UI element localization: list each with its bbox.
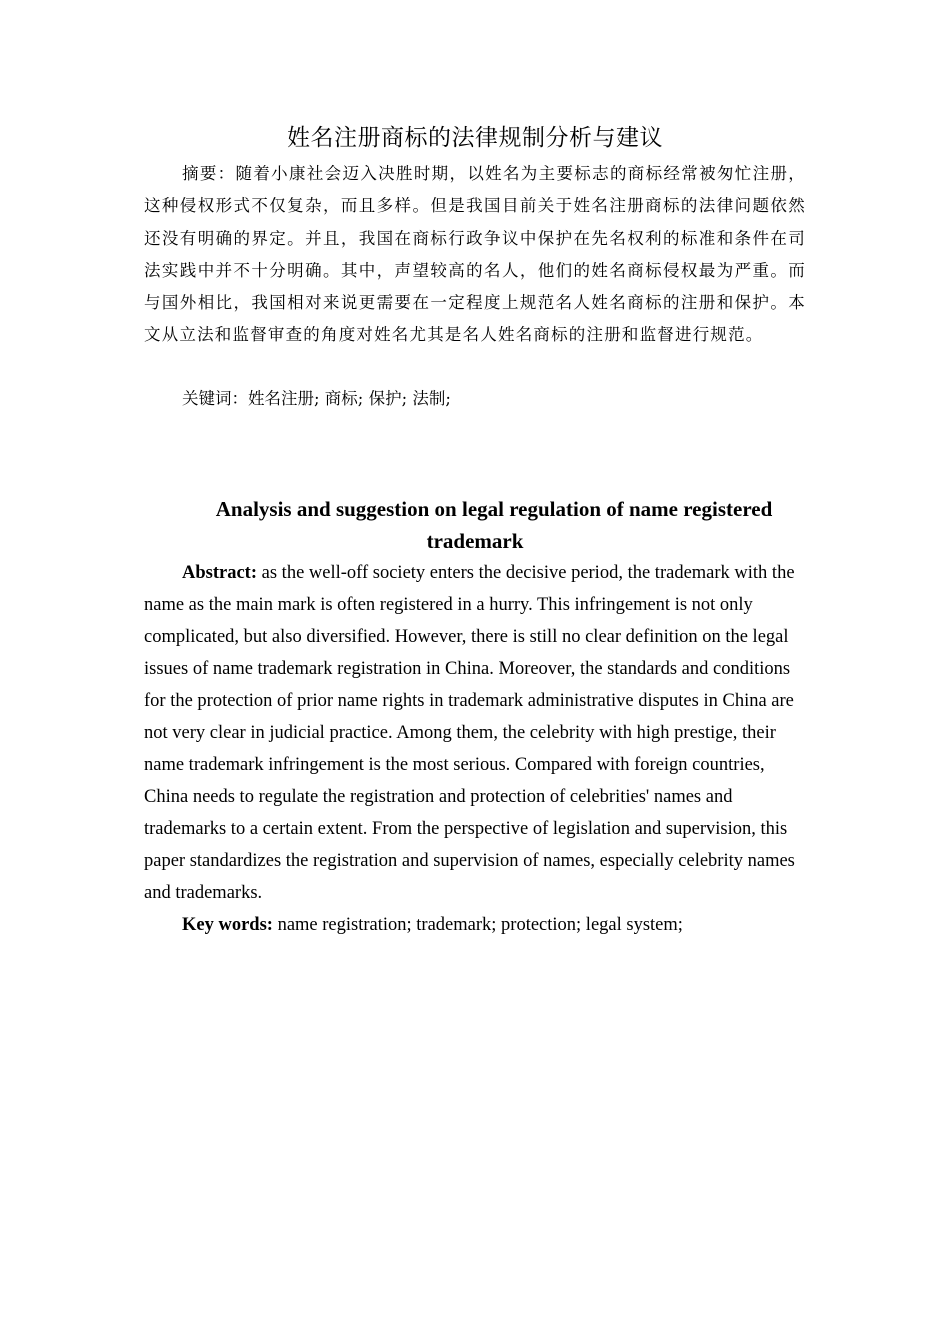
english-title-line1: Analysis and suggestion on legal regulation of name registered — [215, 496, 773, 521]
english-abstract — [144, 557, 806, 909]
chinese-keywords-label: 关键词： — [182, 388, 248, 408]
english-keywords — [144, 909, 806, 941]
chinese-abstract-label: 摘要： — [182, 164, 236, 183]
english-keywords-text: name registration; trademark; protection; legal system; — [272, 914, 683, 935]
english-title-line2: trademark — [426, 528, 524, 553]
english-keywords-label: Key words: — [182, 914, 273, 935]
english-title — [144, 493, 806, 557]
chinese-abstract — [144, 158, 806, 352]
english-abstract-text: as the well-off society enters the decisive period, the trademark with the name as the main mark is often registered in a hurry. This infringement is not only complicated, but also diversified. However, there is still no clear definition on the legal issues of name trademark registration in China. Moreover, the standards and conditions for the protection of prior name rights in trademark administrative disputes in China are not very clear in judicial practice. Among them, the celebrity with high prestige, their name trademark infringement is the most serious. Compared with foreign countries, China needs to regulate the registration and protection of celebrities' names and trademarks to a certain extent. From the perspective of legislation and supervision, this paper standardizes the registration and supervision of names, especially celebrity names and trademarks. — [144, 562, 795, 903]
chinese-keywords — [144, 383, 806, 415]
english-abstract-label: Abstract: — [182, 562, 258, 583]
document-page — [144, 118, 806, 941]
chinese-abstract-text: 随着小康社会迈入决胜时期，以姓名为主要标志的商标经常被匆忙注册，这种侵权形式不仅复杂，而且多样。但是我国目前关于姓名注册商标的法律问题依然还没有明确的界定。并且，我国在商标行政争议中保护在先名权利的标准和条件在司法实践中并不十分明确。其中，声望较高的名人，他们的姓名商标侵权最为严重。而与国外相比，我国相对来说更需要在一定程度上规范名人姓名商标的注册和保护。本文从立法和监督审查的角度对姓名尤其是名人姓名商标的注册和监督进行规范。 — [144, 164, 806, 345]
chinese-title: 姓名注册商标的法律规制分析与建议 — [287, 125, 663, 151]
chinese-keywords-text: 姓名注册; 商标; 保护; 法制; — [248, 388, 451, 408]
